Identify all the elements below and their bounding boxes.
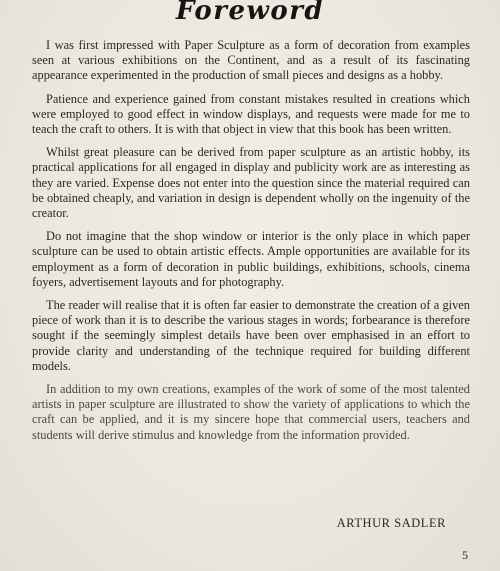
page-number: 5 bbox=[462, 548, 468, 562]
paragraph-2: Patience and experience gained from constant mistakes resulted in creations which were employed to good effect in window displays, and requests were made for me to teach the craft to others. It is with that object in view that this book has been written. bbox=[32, 91, 470, 137]
paragraph-3: Whilst great pleasure can be derived from paper sculpture as an artistic hobby, its practical applications for all engaged in display and publicity work are as interesting as they are varied. Expense does not enter into the question since the material required can be obtained cheaply, and variation in design is dependent wholly on the ingenuity of the creator. bbox=[32, 145, 470, 221]
paragraph-1: I was first impressed with Paper Sculpture as a form of decoration from examples seen at various exhibitions on the Continent, and as a result of its fascinating appearance experimented in the production of small pieces and designs as a hobby. bbox=[32, 38, 470, 83]
paragraph-5: The reader will realise that it is often far easier to demonstrate the creation of a given piece of work than it is to describe the various stages in words; forbearance is therefore sought if the seemingly simplest details have been over emphasised in an effort to provide clarity and understanding of the technique required for building different models. bbox=[32, 298, 470, 373]
paragraph-6: In addition to my own creations, examples of the work of some of the most talented artists in paper sculpture are illustrated to show the variety of applications to which the craft can be applied, and it is my sincere hope that commercial users, teachers and students will derive stimulus and knowledge from the information provided. bbox=[32, 382, 470, 442]
page-title: Foreword bbox=[175, 0, 325, 26]
paragraph-4: Do not imagine that the shop window or interior is the only place in which paper sculpture can be used to obtain artistic effects. Ample opportunities are available for its employment as a form of decoration in public buildings, exhibitions, schools, cinema foyers, advertisement layouts and for photography. bbox=[32, 229, 470, 289]
foreword-body bbox=[32, 38, 470, 451]
author-signature: ARTHUR SADLER bbox=[336, 516, 446, 530]
